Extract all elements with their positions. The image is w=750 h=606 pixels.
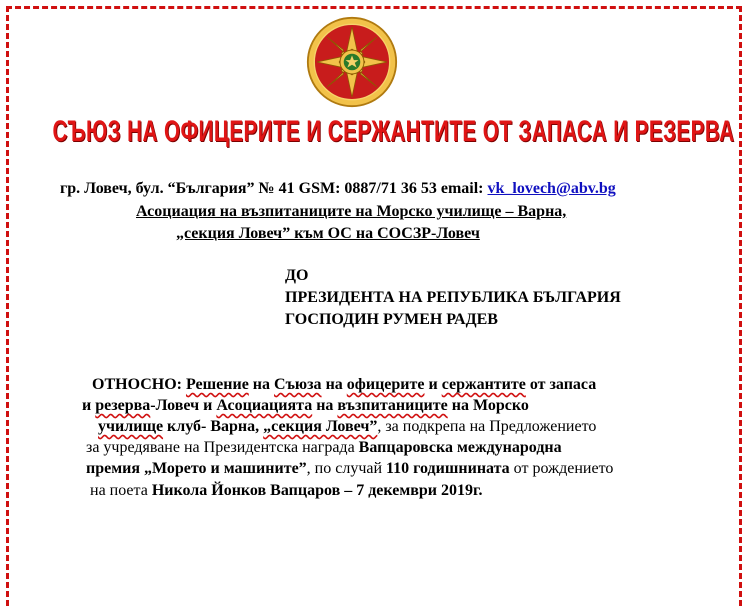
text-span: „секция Ловеч”	[263, 418, 378, 435]
text-span: на Морско	[447, 397, 529, 414]
association-line-2: „секция Ловеч” към ОС на СОСЗР-Ловеч	[176, 225, 480, 242]
text-span: и	[424, 376, 442, 393]
text-span: на	[248, 376, 275, 393]
subject-line-1	[92, 376, 596, 394]
text-span: училище	[98, 418, 164, 435]
text-span: , за подкрепа на Предложението	[377, 418, 597, 435]
text-span: премия „Морето и машините”	[86, 460, 307, 477]
text-span: , по случай	[306, 460, 387, 477]
text-span: и	[82, 397, 96, 414]
addressee-title: ПРЕЗИДЕНТА НА РЕПУБЛИКА БЪЛГАРИЯ	[285, 289, 621, 306]
text-span: Вапцаровска международна	[358, 439, 562, 456]
subject-line-2	[82, 397, 529, 415]
text-span: сержантите	[441, 376, 526, 393]
text-span: -Ловеч и	[150, 397, 217, 414]
subject-line-4	[86, 439, 562, 457]
text-span: 110 годишнината	[386, 460, 510, 477]
email-link[interactable]: vk_lovech@abv.bg	[487, 180, 616, 197]
text-span: Решение	[185, 376, 249, 393]
text-span: възпитаниците	[337, 397, 448, 414]
organization-title: СЪЮЗ НА ОФИЦЕРИТЕ И СЕРЖАНТИТЕ ОТ ЗАПАСА И РЕЗЕРВА	[52, 114, 735, 149]
text-span: Никола Йонков Вапцаров – 7 декември 2019г.	[151, 482, 483, 499]
text-span: на	[321, 376, 347, 393]
addressee-name: ГОСПОДИН РУМЕН РАДЕВ	[285, 311, 498, 328]
text-span: клуб- Варна,	[163, 418, 264, 435]
contacts-text: гр. Ловеч, бул. “България” № 41 GSM: 0887/71 36 53 email:	[60, 180, 488, 197]
subject-label: ОТНОСНО:	[92, 376, 186, 393]
subject-line-3	[98, 418, 596, 436]
text-span: на поета	[90, 482, 152, 499]
text-span: резерва	[95, 397, 151, 414]
text-span: от запаса	[525, 376, 597, 393]
subject-line-6	[90, 482, 482, 500]
text-span: Съюза	[274, 376, 322, 393]
text-span: от рождението	[509, 460, 614, 477]
union-emblem-icon	[306, 16, 398, 108]
text-span: Асоциацията	[216, 397, 313, 414]
contacts-line	[60, 180, 616, 198]
association-line-1: Асоциация на възпитаниците на Морско училище – Варна,	[136, 203, 567, 220]
text-span: за учредяване на Президентска награда	[86, 439, 359, 456]
text-span: офицерите	[346, 376, 425, 393]
text-span: на	[312, 397, 338, 414]
subject-line-5	[86, 460, 613, 478]
addressee-to: ДО	[285, 267, 309, 284]
